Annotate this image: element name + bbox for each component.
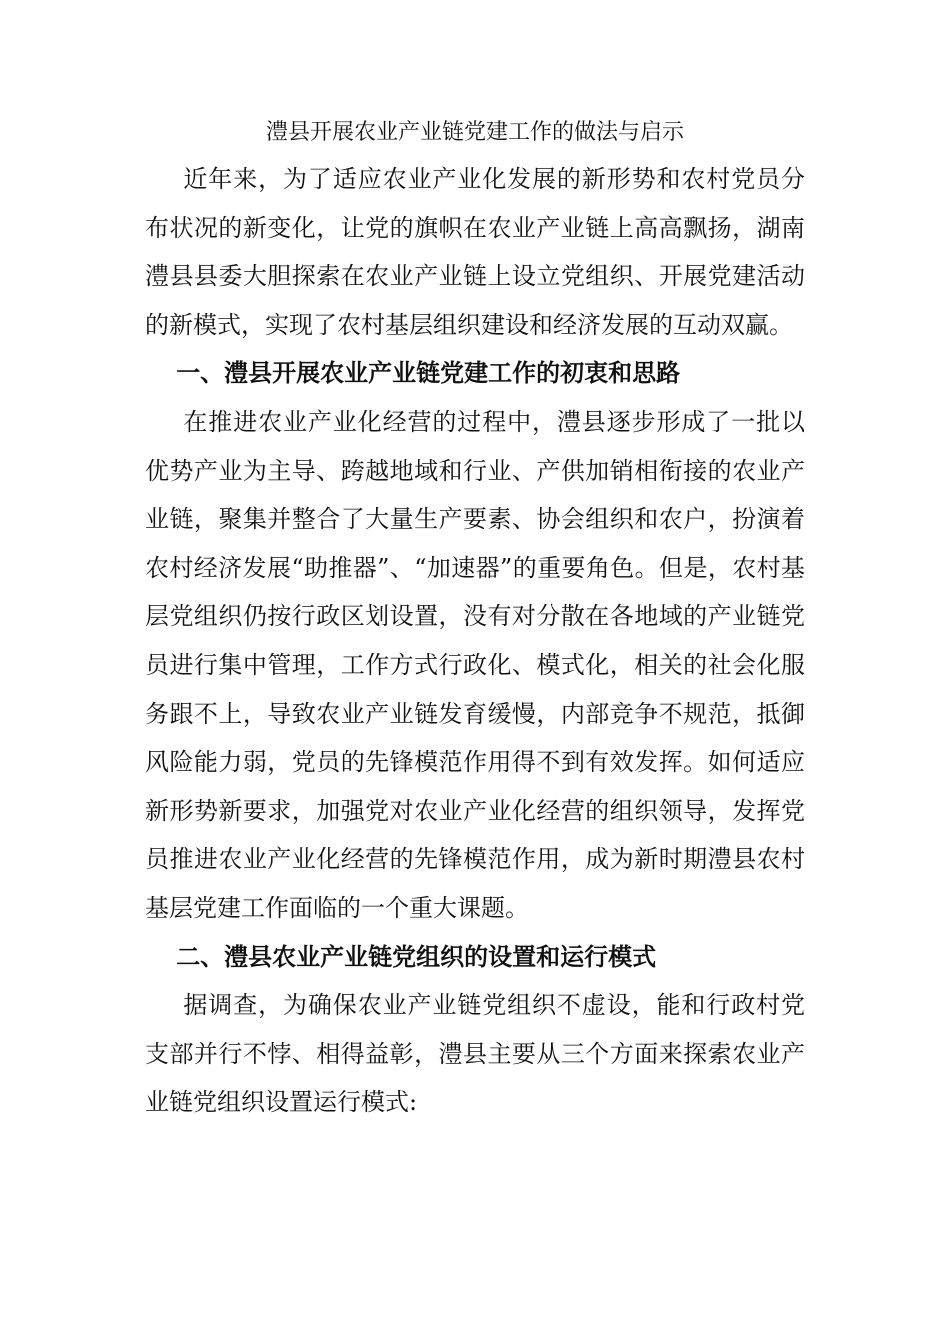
section-heading-1: 一、澧县开展农业产业链党建工作的初衷和思路 xyxy=(176,359,681,388)
document-body xyxy=(145,155,805,1127)
document-title: 澧县开展农业产业链党建工作的做法与启示 xyxy=(265,120,684,145)
section-2-paragraph: 据调查，为确保农业产业链党组织不虚设，能和行政村党支部并行不悖、相得益彰，澧县主要从三个方面来探索农业产业链党组织设置运行模式: xyxy=(145,991,805,1117)
section-heading-2: 二、澧县农业产业链党组织的设置和运行模式 xyxy=(176,942,657,971)
section-1-paragraph: 在推进农业产业化经营的过程中，澧县逐步形成了一批以优势产业为主导、跨越地域和行业、产供加销相衔接的农业产业链，聚集并整合了大量生产要素、协会组织和农户，扮演着农村经济发展“助推器”、“加速器”的重要角色。但是，农村基层党组织仍按行政区划设置，没有对分散在各地域的产业链党员进行集中管理，工作方式行政化、模式化，相关的社会化服务跟不上，导致农业产业链发育缓慢，内部竞争不规范，抵御风险能力弱，党员的先锋模范作用得不到有效发挥。如何适应新形势新要求，加强党对农业产业化经营的组织领导，发挥党员推进农业产业化经营的先锋模范作用，成为新时期澧县农村基层党建工作面临的一个重大课题。 xyxy=(145,407,805,922)
intro-paragraph: 近年来，为了适应农业产业化发展的新形势和农村党员分布状况的新变化，让党的旗帜在农业产业链上高高飘扬，湖南澧县县委大胆探索在农业产业链上设立党组织、开展党建活动的新模式，实现了农村基层组织建设和经济发展的互动双赢。 xyxy=(145,165,805,339)
